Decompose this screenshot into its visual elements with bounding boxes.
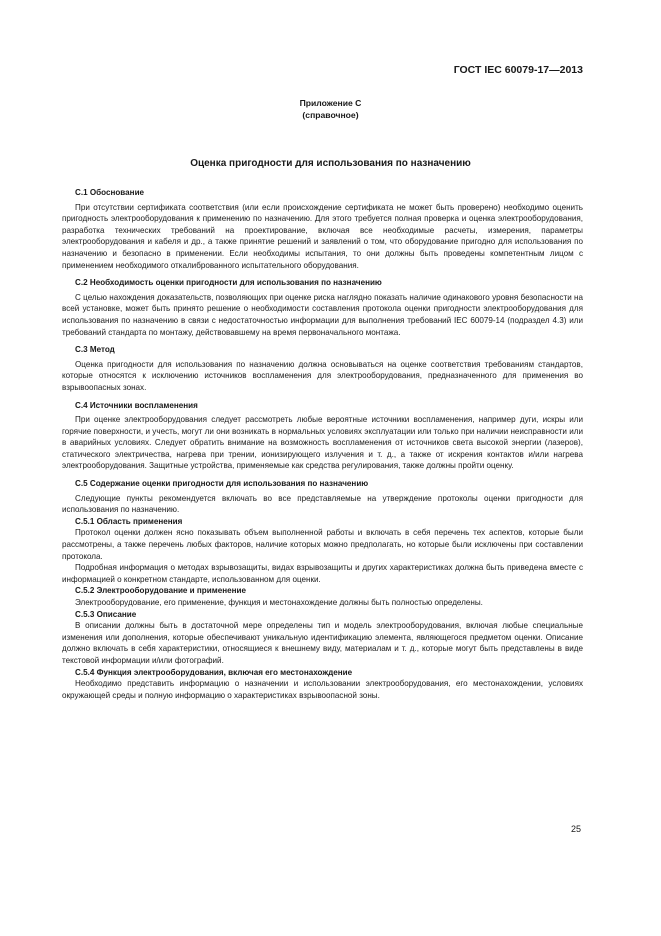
subsection-heading: С.5.1 Область применения — [75, 516, 183, 526]
section-heading: С.5 Содержание оценки пригодности для использования по назначению — [75, 479, 369, 489]
annex-title: Оценка пригодности для использования по назначению — [190, 158, 471, 169]
annex-label: Приложение С — [299, 98, 362, 108]
section-heading: С.1 Обоснование — [75, 188, 145, 197]
subsection-heading: С.5.2 Электрооборудование и применение — [75, 586, 246, 596]
paragraph: Следующие пункты рекомендуется включать во все представляемые на утверждение протоколы оценки пригодности для использования по назначению. — [62, 493, 583, 515]
section-heading: С.2 Необходимость оценки пригодности для использования по назначению — [75, 278, 382, 288]
page-number: 25 — [570, 824, 581, 834]
document-body — [62, 187, 583, 707]
paragraph: При оценке электрооборудования следует рассмотреть любые вероятные источники воспламенения, например дуги, искры или горячие поверхности, и учесть, могут ли они возникать в нормальных условиях эксплуатации или только при наличии неисправности или в аварийных условиях. Следует обратить внимание на возможность воспламенения от источников света высокой энергии (лазеров), статического электричества, нагрева при трении, ионизирующего излучения и т. д., а также от искрения контактов и/или нагрева электрооборудования. Защитные устройства, применяемые как средства регулирования, также должны пройти оценку. — [62, 415, 583, 471]
section-heading: С.3 Метод — [75, 345, 115, 355]
paragraph: В описании должны быть в достаточной мере определены тип и модель электрооборудования, включая любые специальные изменения или дополнения, которые обеспечивают уникальную идентификацию элемента, являющегося предметом оценки. Описание должно включать в себя характеристики, относящиеся к внешнему виду, материалам и т. д., которые могут быть представлены в виде текстовой информации и/или фотографий. — [62, 621, 583, 665]
document-code: ГОСТ IEC 60079-17—2013 — [453, 64, 583, 76]
section-heading: С.4 Источники воспламенения — [75, 400, 198, 410]
paragraph: Необходимо представить информацию о назначении и использовании электрооборудования, его местонахождении, условиях окружающей среды и полную информацию о характеристиках взрывоопасной зоны. — [62, 679, 583, 700]
paragraph: При отсутствии сертификата соответствия (или если происхождение сертификата не может быть проверено) необходимо оценить пригодность электрооборудования к применению по назначению. Для этого требуется полная проверка и оценка электрооборудования, разработка технических требований на проектирование, включая все необходимые расчеты, измерения, параметры электрооборудования и кабеля и др., а также принятие решений и заявлений о том, что оборудование пригодно для использования по назначению и безопасно в применении. Если необходимы испытания, то они должны быть проведены компетентным лицом с применением необходимого откалиброванного испытательного оборудования. — [62, 202, 583, 270]
paragraph: С целью нахождения доказательств, позволяющих при оценке риска наглядно показать наличие одинакового уровня безопасности на всей установке, может быть принято решение о необходимости составления протокола оценки пригодности электрооборудования для использования по назначению в связи с недостаточностью информации для выполнения требований IEC 60079-14 (подраздел 4.3) или требований стандарта по монтажу, действовавшему на время первоначального монтажа. — [62, 292, 583, 337]
paragraph: Электрооборудование, его применение, функция и местонахождение должны быть полностью определены. — [75, 598, 483, 607]
paragraph: Подробная информация о методах взрывозащиты, видах взрывозащиты и других характеристиках должна быть приведена вместе с информацией о конкретном стандарте, использованном для оценки. — [62, 563, 583, 584]
paragraph: Оценка пригодности для использования по назначению должна основываться на оценке соответствия требованиям стандартов, которые относятся к исключению источников воспламенения для электрооборудования, предназначенного для применения во взрывоопасных зонах. — [62, 359, 583, 392]
subsection-heading: С.5.3 Описание — [75, 609, 137, 619]
annex-type: (справочное) — [302, 110, 359, 120]
subsection-heading: С.5.4 Функция электрооборудования, включая его местонахождение — [75, 667, 353, 677]
paragraph: Протокол оценки должен ясно показывать объем выполненной работы и включать в себя перечень тех аспектов, которые были рассмотрены, а также перечень любых факторов, наличие которых можно предполагать, но которые были исключены при составлении протокола. — [62, 528, 583, 561]
